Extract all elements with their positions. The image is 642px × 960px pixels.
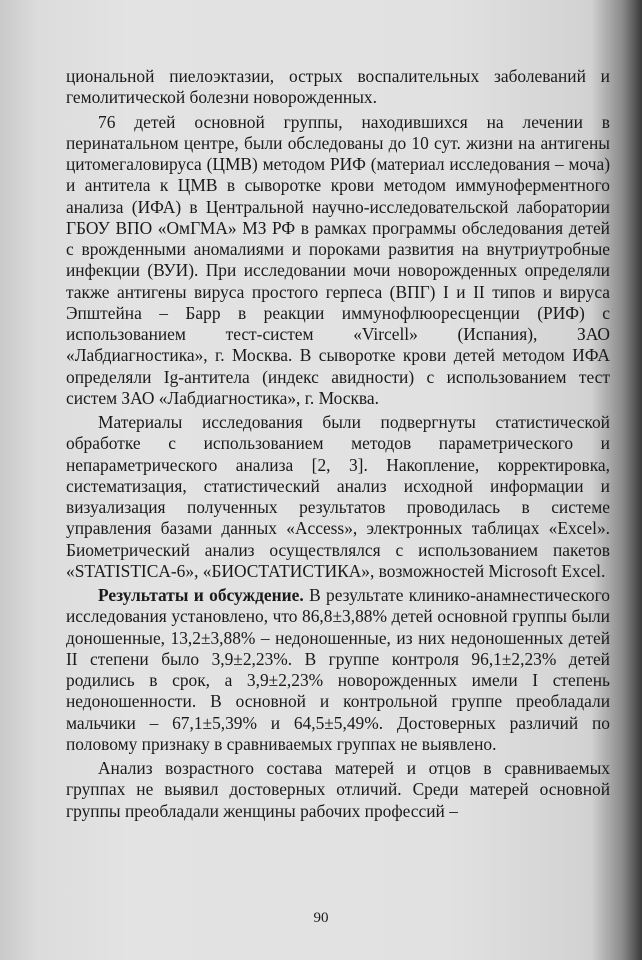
paragraph-text: 76 детей основной группы, находившихся на лечении в перинатальном центре, были обследованы до 10 сут. жизни на антигены цитомегаловируса (ЦМВ) методом РИФ (материал исследования – моча) и антитела к ЦМВ в сыворотке крови методом иммуноферментного анализа (ИФА) в Центральной научно-исследовательской лаборатории ГБОУ ВПО «ОмГМА» МЗ РФ в рамках программы обследования детей с врожденными аномалиями и пороками развития на внутриутробные инфекции (ВУИ). При исследовании мочи новорожденных определяли также антигены вируса простого герпеса (ВПГ) I и II типов и вируса Эпштейна – Барр в реакции иммунофлюоресценции (РИФ) с использованием тест-систем «Vircell» (Испания), ЗАО «Лабдиагностика», г. Москва. В сыворотке крови детей методом ИФА определяли Ig-антитела (индекс авидности) с использованием тест систем ЗАО «Лабдиагностика», г. Москва. bbox=[66, 111, 610, 408]
section-heading: Результаты и обсуждение. bbox=[98, 585, 304, 605]
paragraph-text: Анализ возрастного состава матерей и отцов в сравниваемых группах не выявил достоверных отличий. Среди матерей основной группы преобладали женщины рабочих профессий – bbox=[66, 758, 610, 821]
paragraph-age-analysis bbox=[66, 758, 610, 822]
paragraph-continuation bbox=[66, 66, 610, 109]
paragraph-results bbox=[66, 585, 610, 755]
paragraph-methods bbox=[66, 112, 610, 410]
paragraph-text: В результате клинико-анамнестического исследования установлено, что 86,8±3,88% детей основной группы были доношенные, 13,2±3,88% – недоношенные, из них недоношенных детей II степени было 3,9±2,23%. В группе контроля 96,1±2,23% детей родились в срок, а 3,9±2,23% новорожденных имели I степень недоношенности. В основной и контрольной группе преобладали мальчики – 67,1±5,39% и 64,5±5,49%. Достоверных различий по половому признаку в сравниваемых группах не выявлено. bbox=[66, 585, 610, 754]
paragraph-text: циональной пиелоэктазии, острых воспалительных заболеваний и гемолитической болезни новорожденных. bbox=[66, 66, 610, 108]
paragraph-statistics bbox=[66, 412, 610, 582]
page-number: 90 bbox=[313, 910, 329, 926]
body-text bbox=[66, 66, 610, 822]
paragraph-text: Материалы исследования были подвергнуты статистической обработке с использованием методов параметрического и непараметрического анализа [2, 3]. Накопление, корректировка, систематизация, статистический анализ исходной информации и визуализация полученных результатов проводилась в системе управления базами данных «Access», электронных таблицах «Excel». Биометрический анализ осуществлялся с использованием пакетов «STATISTICA-6», «БИОСТАТИСТИКА», возможностей Microsoft Excel. bbox=[66, 412, 610, 581]
